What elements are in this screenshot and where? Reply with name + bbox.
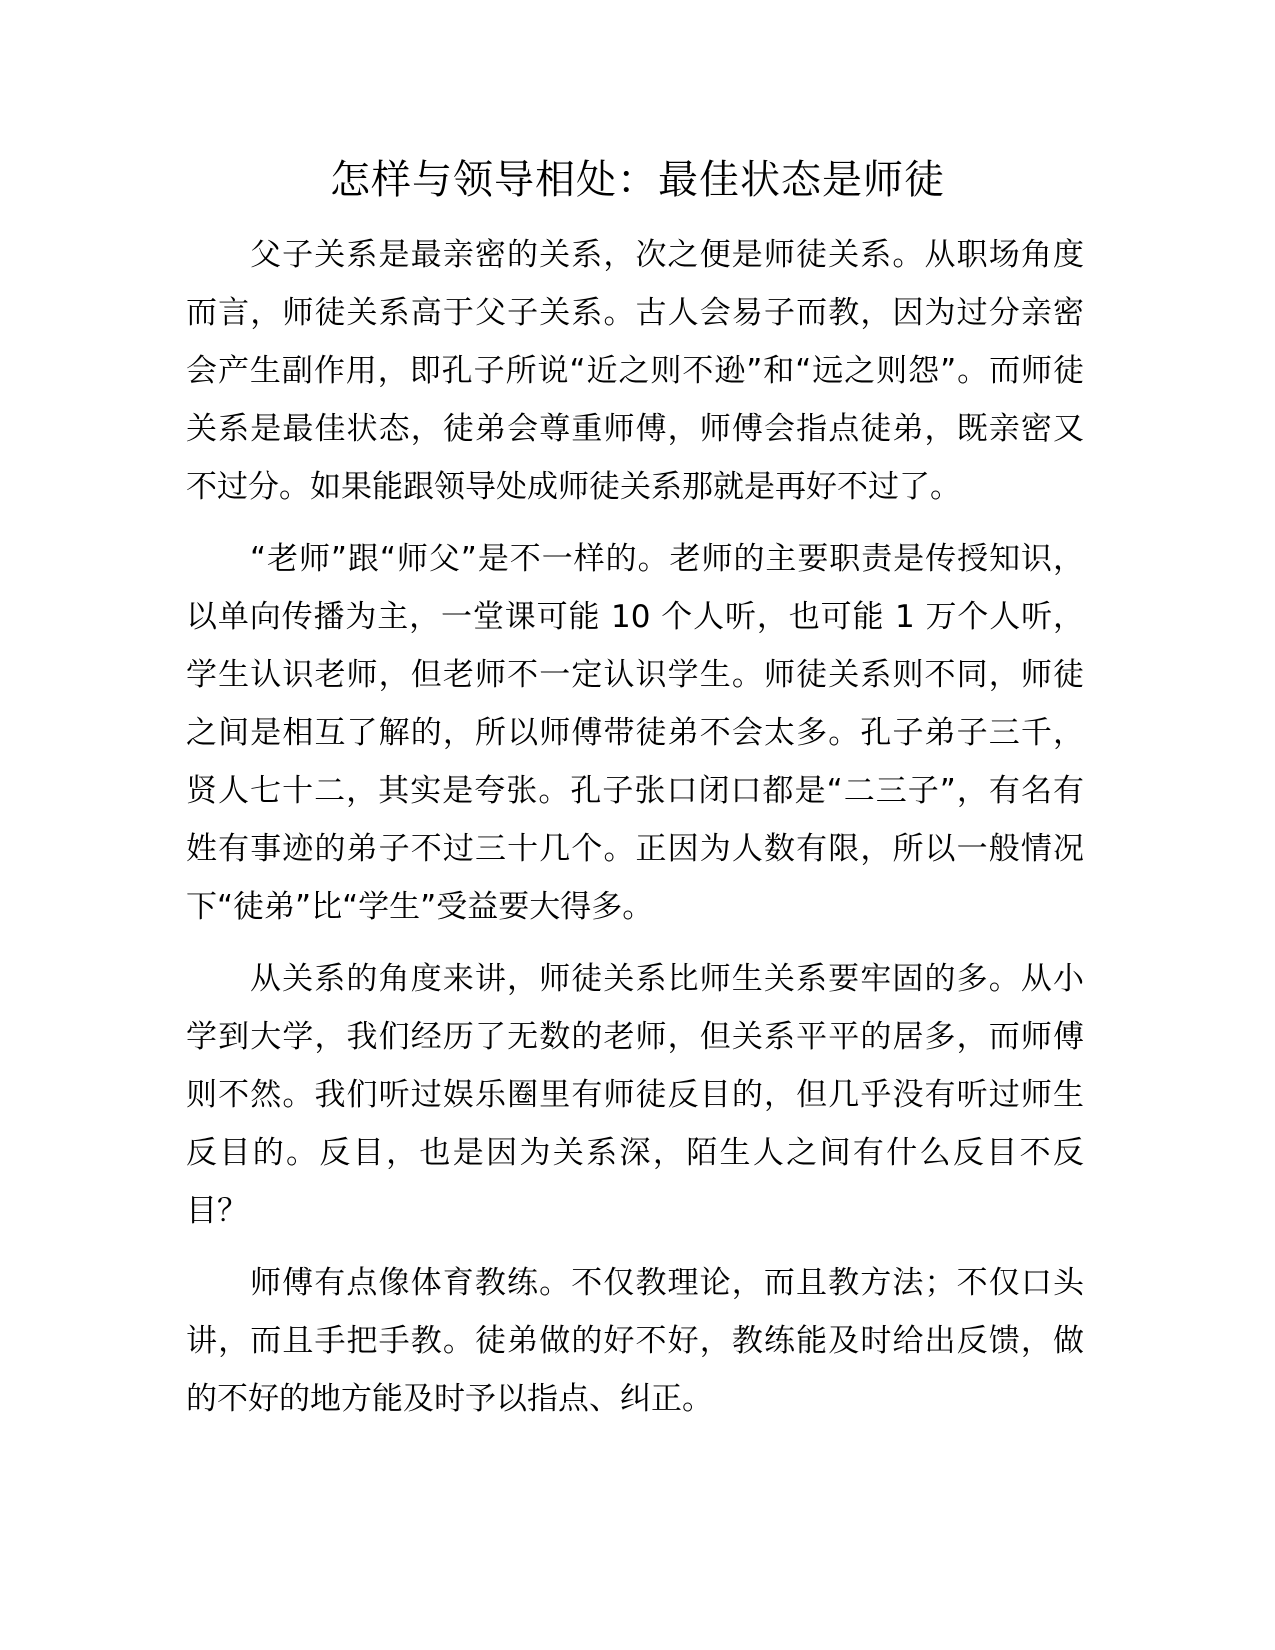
paragraph-2: “老师”跟“师父”是不一样的。老师的主要职责是传授知识，以单向传播为主，一堂课可能 10 个人听，也可能 1 万个人听，学生认识老师，但老师不一定认识学生。师徒关系则不同，师徒之间是相互了解的，所以师傅带徒弟不会太多。孔子弟子三千，贤人七十二，其实是夸张。孔子张口闭口都是“二三子”，有名有姓有事迹的弟子不过三十几个。正因为人数有限，所以一般情况下“徒弟”比“学生”受益要大得多。 bbox=[186, 541, 1084, 925]
document-body bbox=[186, 226, 1084, 1442]
paragraph-3: 从关系的角度来讲，师徒关系比师生关系要牢固的多。从小学到大学，我们经历了无数的老师，但关系平平的居多，而师傅则不然。我们听过娱乐圈里有师徒反目的，但几乎没有听过师生反目的。反目，也是因为关系深，陌生人之间有什么反目不反目？ bbox=[186, 961, 1084, 1229]
paragraph-4: 师傅有点像体育教练。不仅教理论，而且教方法；不仅口头讲，而且手把手教。徒弟做的好不好，教练能及时给出反馈，做的不好的地方能及时予以指点、纠正。 bbox=[186, 1265, 1084, 1417]
document-title: 怎样与领导相处：最佳状态是师徒 bbox=[330, 157, 945, 203]
paragraph-1: 父子关系是最亲密的关系，次之便是师徒关系。从职场角度而言，师徒关系高于父子关系。古人会易子而教，因为过分亲密会产生副作用，即孔子所说“近之则不逊”和“远之则怨”。而师徒关系是最佳状态，徒弟会尊重师傅，师傅会指点徒弟，既亲密又不过分。如果能跟领导处成师徒关系那就是再好不过了。 bbox=[186, 237, 1084, 505]
